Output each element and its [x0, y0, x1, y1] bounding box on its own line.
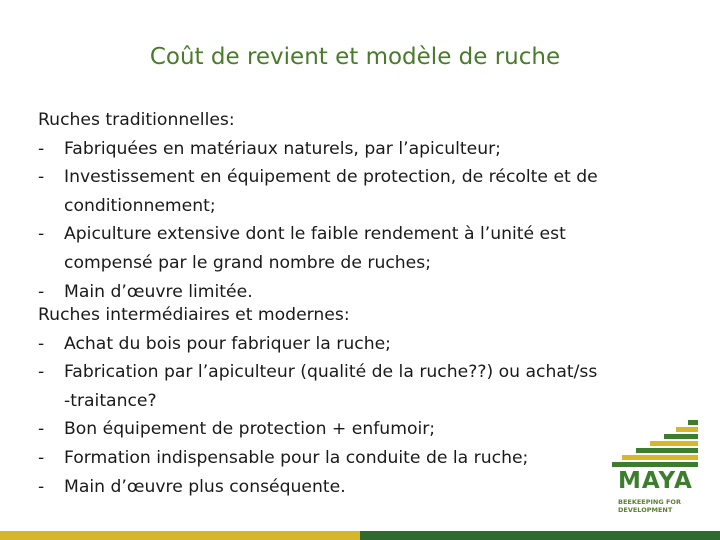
traditional-hives-section	[38, 106, 688, 306]
maya-logo	[612, 418, 704, 516]
slide-title: Coût de revient et modèle de ruche	[149, 44, 561, 70]
section-heading: Ruches traditionnelles:	[38, 110, 235, 130]
list-item: - Apiculture extensive dont le faible rendement à l’unité est compensé par le grand nombre de ruches;	[38, 220, 688, 277]
logo-tagline: BEEKEEPING FOR DEVELOPMENT	[618, 498, 681, 514]
modern-hives-section	[38, 301, 688, 501]
footer-bar	[0, 531, 720, 540]
section-heading: Ruches intermédiaires et modernes:	[38, 305, 350, 325]
list-item: - Fabriquées en matériaux naturels, par l’apiculteur;	[38, 135, 688, 164]
footer-bar-green	[360, 531, 720, 540]
list-item: - Fabrication par l’apiculteur (qualité de la ruche??) ou achat/ss -traitance?	[38, 358, 688, 415]
list-item: - Investissement en équipement de protection, de récolte et de conditionnement;	[38, 163, 688, 220]
list-item: - Bon équipement de protection + enfumoir;	[38, 415, 688, 444]
list-item: - Main d’œuvre plus conséquente.	[38, 473, 688, 502]
beehive-stripes-icon	[612, 418, 704, 468]
list-item: - Formation indispensable pour la conduite de la ruche;	[38, 444, 688, 473]
list-item: - Achat du bois pour fabriquer la ruche;	[38, 330, 688, 359]
bullet-list	[38, 135, 688, 307]
footer-bar-yellow	[0, 531, 360, 540]
logo-name: MAYA	[618, 468, 693, 494]
list-item: - Main d’œuvre limitée.	[38, 278, 688, 307]
bullet-list	[38, 330, 688, 502]
